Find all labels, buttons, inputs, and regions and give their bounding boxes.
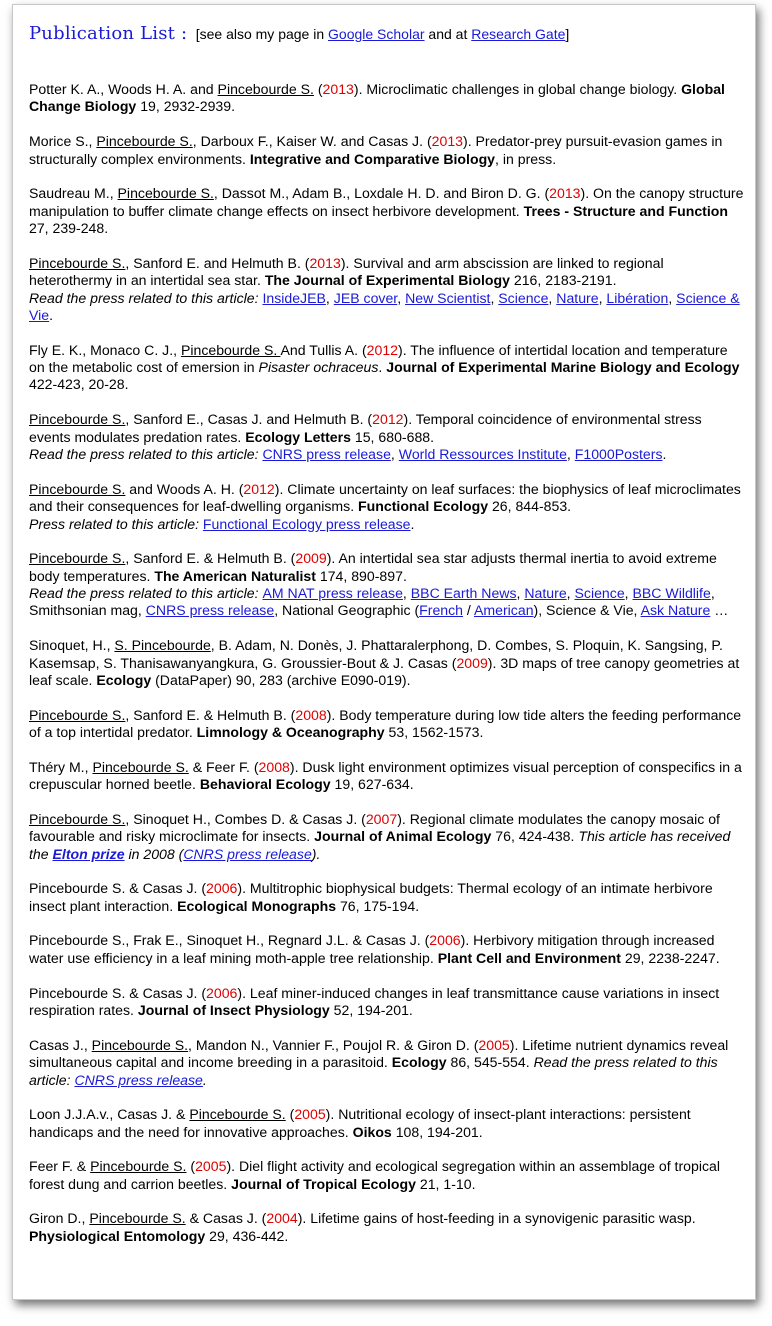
entry-text: 19, 627-634. — [330, 776, 414, 793]
author-highlight: Pincebourde S. — [29, 810, 126, 827]
entry-text: 15, 680-688. — [350, 428, 435, 445]
journal-name: Ecological Monographs — [177, 897, 337, 914]
press-link[interactable]: Science & Vie — [29, 289, 740, 323]
journal-name: Ecology — [96, 671, 152, 688]
publication-entry — [29, 342, 745, 394]
publication-entry — [29, 1210, 745, 1245]
entry-text: ). The influence of intertidal location and temperature on the metabolic cost of emersion in — [29, 341, 728, 376]
entry-text: Feer F. & — [29, 1158, 91, 1175]
entry-text: 52, 194-201. — [329, 1002, 413, 1018]
press-link[interactable]: CNRS press release — [262, 445, 391, 462]
press-link[interactable]: Nature — [556, 289, 599, 306]
journal-name: Global Change Biology — [29, 81, 725, 115]
publication-entry — [29, 1158, 745, 1193]
entry-text: , Mandon N., Vannier F., Poujol R. & Giron D. ( — [188, 1036, 479, 1053]
publication-year: 2013 — [309, 254, 341, 271]
press-link[interactable]: American — [474, 602, 534, 619]
journal-name: Ecology Letters — [245, 428, 351, 445]
entry-text: . — [202, 1071, 207, 1088]
press-link[interactable]: Ask Nature — [640, 602, 711, 619]
entry-text: 27, 239-248. — [29, 220, 109, 237]
entry-text: 86, 545-554. — [446, 1054, 534, 1071]
press-link[interactable]: F1000Posters — [574, 445, 663, 462]
page-header — [29, 23, 741, 44]
journal-name: The Journal of Experimental Biology — [264, 272, 510, 289]
publication-entry — [29, 133, 745, 168]
press-link[interactable]: CNRS press release — [183, 845, 312, 862]
journal-name: Integrative and Comparative Biology — [249, 150, 496, 167]
entry-text: Giron D., — [29, 1210, 90, 1227]
author-highlight: Pincebourde S. — [117, 185, 214, 202]
entry-text: , — [566, 445, 575, 462]
publication-page — [12, 4, 756, 1300]
entry-text: , Smithsonian mag, — [29, 585, 715, 619]
entry-text: ). Lifetime nutrient dynamics reveal simultaneous capital and income breeding in a parasitoid. — [29, 1036, 729, 1071]
research-gate-link[interactable]: Research Gate — [471, 26, 566, 42]
publication-entry — [29, 811, 745, 863]
publication-year: 2004 — [266, 1210, 298, 1227]
journal-name: Journal of Experimental Marine Biology and Ecology — [386, 359, 740, 376]
publication-entry — [29, 550, 745, 620]
entry-text: 216, 2183-2191. — [509, 272, 617, 289]
author-highlight: Pincebourde S. — [29, 550, 126, 567]
journal-name: Journal of Animal Ecology — [314, 828, 492, 845]
entry-text: , — [490, 289, 499, 306]
publication-year: 2012 — [243, 480, 275, 497]
entry-text: ( — [186, 1158, 196, 1175]
publication-year: 2013 — [549, 185, 581, 202]
entry-text: 76, 424-438. — [491, 828, 579, 845]
entry-text: , Sinoquet H., Combes D. & Casas J. ( — [125, 810, 366, 827]
entry-text: Read the press related to this article: — [29, 289, 263, 306]
author-highlight: Pincebourde S. — [189, 1106, 286, 1123]
author-highlight: Pincebourde S. — [180, 341, 281, 358]
entry-text: Read the press related to this article: — [29, 585, 263, 602]
author-highlight: Pincebourde S. — [90, 1158, 187, 1175]
entry-text: Press related to this article: — [29, 515, 203, 532]
entry-text: 29, 436-442. — [205, 1227, 289, 1244]
journal-name: Behavioral Ecology — [199, 776, 331, 793]
entry-text: ). Lifetime gains of host-feeding in a synovigenic parasitic wasp. — [297, 1210, 696, 1227]
publication-entry — [29, 481, 745, 533]
press-link[interactable]: Science — [498, 289, 549, 306]
entry-text: ). Diel flight activity and ecological segregation within an assemblage of tropical forest dung and carrion beetles. — [29, 1158, 720, 1192]
entry-text: , in press. — [495, 150, 557, 167]
journal-name: Journal of Tropical Ecology — [231, 1175, 416, 1192]
publication-entry — [29, 81, 745, 116]
publication-entry — [29, 985, 745, 1020]
publication-year: 2008 — [295, 706, 327, 723]
entry-text: , — [548, 289, 557, 306]
press-link[interactable]: InsideJEB — [262, 289, 326, 306]
publication-year: 2006 — [206, 880, 238, 897]
journal-name: Plant Cell and Environment — [437, 949, 621, 966]
publication-list — [29, 81, 745, 1263]
entry-text: / — [463, 602, 474, 619]
entry-text: , Darboux F., Kaiser W. and Casas J. ( — [192, 133, 432, 150]
entry-text: ). An intertidal sea star adjusts thermal inertia to avoid extreme body temperatures. — [29, 550, 717, 584]
journal-name: Functional Ecology — [358, 498, 489, 515]
entry-text: 21, 1-10. — [415, 1175, 476, 1192]
entry-text: ). 3D maps of tree canopy geometries at leaf scale. — [29, 654, 740, 688]
entry-text: Read the press related to this article: — [29, 445, 263, 462]
page-title: Publication List : — [29, 23, 188, 44]
author-highlight: Pincebourde S. — [29, 480, 126, 497]
press-link[interactable]: New Scientist — [405, 289, 491, 306]
entry-text: , Sanford E. & Helmuth B. ( — [125, 706, 296, 723]
entry-text: Sinoquet, H., — [29, 637, 115, 654]
entry-text: 108, 194-201. — [391, 1123, 483, 1140]
entry-text: ). Survival and arm abscission are linked to regional heterothermy in an intertidal sea star. — [29, 254, 664, 289]
author-highlight: Pincebourde S. — [29, 706, 126, 723]
publication-entry — [29, 637, 745, 689]
press-link[interactable]: CNRS press release — [74, 1071, 203, 1088]
entry-text: , — [402, 585, 411, 602]
entry-text: in 2008 ( — [124, 845, 184, 862]
entry-text: , — [397, 289, 406, 306]
entry-text: . — [49, 306, 54, 323]
journal-name: Trees - Structure and Function — [523, 202, 729, 219]
entry-text: 19, 2932-2939. — [136, 98, 236, 115]
author-highlight: Pincebourde S. — [91, 1036, 189, 1053]
entry-text: ). Climate uncertainty on leaf surfaces: the biophysics of leaf microclimates and their consequences for leaf-dwelling organisms. — [29, 480, 741, 515]
publication-entry — [29, 707, 745, 742]
publication-entry — [29, 880, 745, 915]
press-link[interactable]: World Ressources Institute — [398, 445, 567, 462]
entry-text: . — [662, 445, 667, 462]
entry-text: Théry M., — [29, 758, 93, 775]
author-highlight: Pincebourde S. — [29, 254, 126, 271]
entry-text: , — [566, 585, 575, 602]
entry-text: ). Body temperature during low tide alters the feeding performance of a top intertidal predator. — [29, 706, 742, 741]
entry-text: 29, 2238-2247. — [620, 949, 720, 966]
publication-entry — [29, 185, 745, 237]
publication-year: 2006 — [206, 984, 238, 1001]
press-link[interactable]: Libération — [606, 289, 669, 306]
entry-text: Casas J., — [29, 1036, 92, 1053]
entry-text: ). Predator-prey pursuit-evasion games in structurally complex environments. — [29, 133, 723, 167]
publication-year: 2013 — [322, 81, 354, 97]
entry-text: Pincebourde S., Frak E., Sinoquet H., Regnard J.L. & Casas J. ( — [29, 932, 430, 949]
entry-text: , Dassot M., Adam B., Loxdale H. D. and Biron D. G. ( — [213, 185, 550, 202]
entry-text: 174, 890-897. — [315, 567, 407, 584]
entry-text: 76, 175-194. — [336, 897, 420, 914]
entry-text: Potter K. A., Woods H. A. and — [29, 81, 218, 97]
entry-text: & Casas J. ( — [185, 1210, 267, 1227]
entry-text: And Tullis A. ( — [280, 341, 367, 358]
press-link[interactable]: JEB cover — [333, 289, 398, 306]
author-highlight: Pincebourde S. — [29, 411, 126, 428]
entry-text: and Woods A. H. ( — [125, 480, 244, 497]
publication-entry — [29, 759, 745, 794]
publication-year: 2005 — [478, 1036, 510, 1053]
entry-text: , Sanford E. and Helmuth B. ( — [125, 254, 310, 271]
press-link[interactable]: Nature — [524, 585, 567, 602]
entry-text: Fly E. K., Monaco C. J., — [29, 341, 181, 358]
press-link[interactable]: Elton prize — [52, 845, 125, 862]
entry-text: , National Geographic ( — [274, 602, 420, 619]
entry-text: Pincebourde S. & Casas J. ( — [29, 984, 207, 1001]
publication-year: 2013 — [431, 133, 463, 150]
entry-text: , Sanford E., Casas J. and Helmuth B. ( — [125, 411, 373, 428]
entry-text: , — [325, 289, 334, 306]
publication-entry — [29, 411, 745, 463]
entry-text: . — [410, 515, 415, 532]
press-link[interactable]: BBC Earth News — [410, 585, 517, 602]
publication-entry — [29, 255, 745, 325]
entry-text: , Sanford E. & Helmuth B. ( — [125, 550, 296, 567]
entry-text: & Feer F. ( — [188, 758, 259, 775]
press-link[interactable]: Functional Ecology press release — [202, 515, 411, 532]
publication-year: 2005 — [195, 1158, 227, 1175]
publication-year: 2012 — [372, 411, 404, 428]
press-link[interactable]: French — [419, 602, 464, 619]
publication-year: 2009 — [456, 654, 488, 671]
entry-text: , — [390, 445, 399, 462]
author-highlight: Pincebourde S. — [92, 758, 189, 775]
entry-text: (DataPaper) 90, 283 (archive E090-019). — [151, 671, 411, 688]
entry-text: . — [378, 359, 387, 376]
entry-text: ). On the canopy structure manipulation to buffer climate change effects on insect herbivore development. — [29, 185, 744, 219]
entry-text: ). Microclimatic challenges in global change biology. — [353, 81, 682, 97]
entry-text: ). Temporal coincidence of environmental stress events modulates predation rates. — [29, 411, 702, 445]
entry-text: ). Regional climate modulates the canopy mosaic of favourable and risky microclimate for insects. — [29, 810, 720, 845]
entry-text: Pisaster ochraceus — [258, 359, 379, 376]
entry-text: 53, 1562-1573. — [384, 724, 484, 741]
journal-name: Oikos — [352, 1123, 392, 1140]
entry-text: , — [668, 289, 677, 306]
publication-year: 2012 — [366, 341, 398, 358]
publication-entry — [29, 1106, 745, 1141]
press-link[interactable]: Science — [574, 585, 625, 602]
publication-entry — [29, 932, 745, 967]
journal-name: Ecology — [391, 1054, 447, 1071]
author-highlight: Pincebourde S. — [217, 81, 314, 97]
entry-text: … — [710, 602, 729, 619]
author-highlight: S. Pincebourde — [114, 637, 211, 654]
entry-text: This article has received the — [29, 828, 731, 862]
journal-name: Journal of Insect Physiology — [137, 1002, 330, 1018]
press-link[interactable]: CNRS press release — [145, 602, 275, 619]
publication-year: 2007 — [365, 810, 398, 827]
publication-year: 2009 — [295, 550, 327, 567]
entry-text: Read the press related to this article: — [29, 1054, 718, 1088]
entry-text: ). — [311, 845, 321, 862]
entry-text: ). Dusk light environment optimizes visual perception of conspecifics in a crepuscular horned beetle. — [29, 758, 742, 793]
entry-text: Morice S., — [29, 133, 97, 150]
entry-text: ). Leaf miner-induced changes in leaf transmittance cause variations in insect respiration rates. — [29, 984, 720, 1018]
press-link[interactable]: BBC Wildlife — [632, 585, 711, 602]
entry-text: ). Herbivory mitigation through increased water use efficiency in a leaf mining moth-apple tree relationship. — [29, 932, 715, 966]
press-link[interactable]: AM NAT press release — [262, 585, 403, 602]
header-links-line: [see also my page in Google Scholar and at Research Gate] — [195, 26, 570, 42]
entry-text: ( — [313, 81, 323, 97]
author-highlight: Pincebourde S. — [89, 1210, 186, 1227]
entry-text: , — [516, 585, 525, 602]
publication-entry — [29, 1037, 745, 1089]
author-highlight: Pincebourde S. — [96, 133, 193, 150]
entry-text: ), Science & Vie, — [533, 602, 641, 619]
entry-text: ( — [285, 1106, 295, 1123]
entry-text: 422-423, 20-28. — [29, 376, 129, 393]
entry-text: , — [598, 289, 607, 306]
publication-year: 2005 — [294, 1106, 326, 1123]
entry-text: Saudreau M., — [29, 185, 118, 202]
publication-year: 2008 — [258, 758, 290, 775]
entry-text: ). Nutritional ecology of insect-plant interactions: persistent handicaps and the need for innovative approaches. — [29, 1106, 691, 1140]
entry-text: ). Multitrophic biophysical budgets: Thermal ecology of an intimate herbivore insect plant interaction. — [29, 880, 713, 914]
journal-name: Physiological Entomology — [29, 1227, 206, 1244]
journal-name: The American Naturalist — [154, 567, 316, 584]
publication-year: 2006 — [429, 932, 461, 949]
entry-text: Pincebourde S. & Casas J. ( — [29, 880, 207, 897]
entry-text: , B. Adam, N. Donès, J. Phattaralerphong, D. Combes, S. Ploquin, K. Sangsing, P. Kasemsap, S. Thanisawanyangkura, G. Groussier-Bout & J. Casas ( — [29, 637, 723, 671]
google-scholar-link[interactable]: Google Scholar — [328, 26, 425, 42]
entry-text: , — [624, 585, 633, 602]
entry-text: Loon J.J.A.v., Casas J. & — [29, 1106, 190, 1123]
entry-text: 26, 844-853. — [488, 498, 572, 515]
journal-name: Limnology & Oceanography — [196, 724, 385, 741]
